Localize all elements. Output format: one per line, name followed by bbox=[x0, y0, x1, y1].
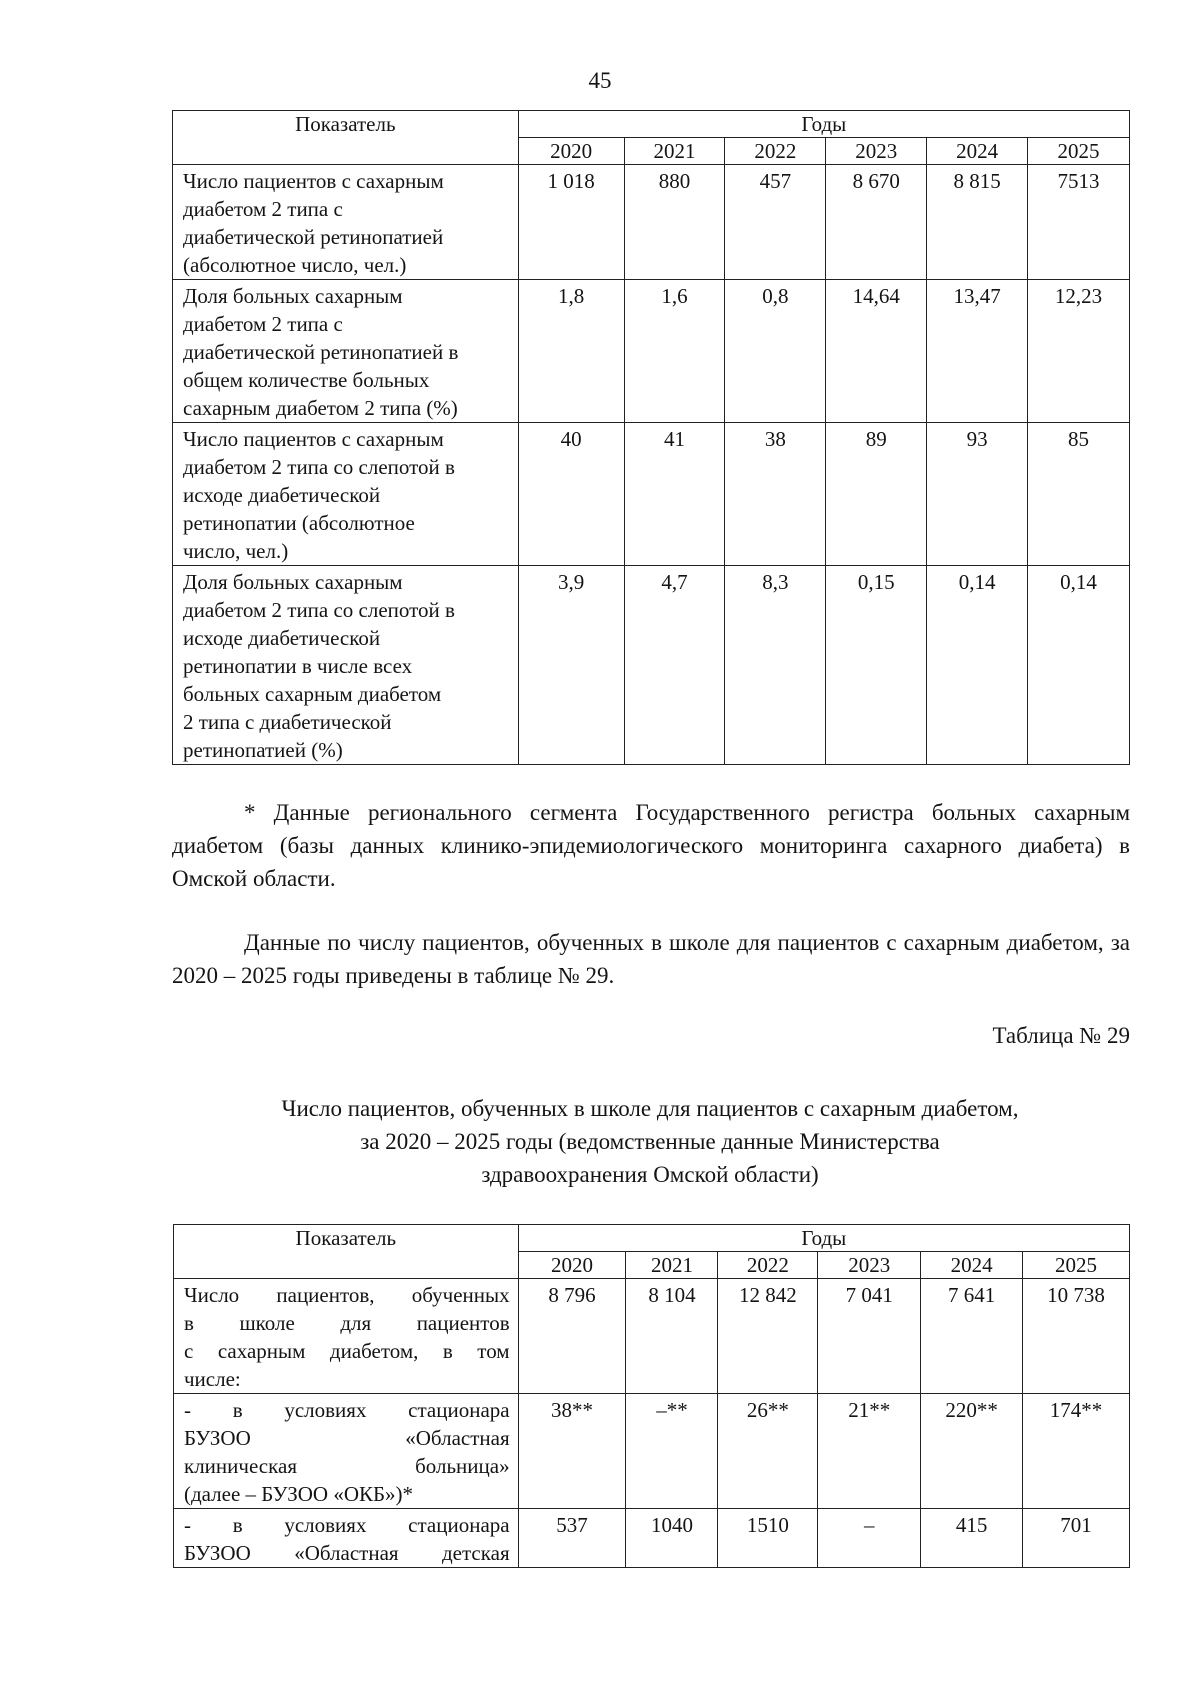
label-line: - в условиях стационара bbox=[184, 1513, 510, 1537]
header-year: 2023 bbox=[826, 138, 927, 165]
table-header-row bbox=[174, 1225, 1130, 1252]
label-line: ретинопатии (абсолютное bbox=[183, 511, 415, 535]
label-line: с сахарным диабетом, в том bbox=[184, 1339, 510, 1363]
table-row bbox=[174, 1279, 1130, 1394]
value-cell: 4,7 bbox=[624, 566, 725, 765]
value-cell: 10 738 bbox=[1023, 1279, 1130, 1394]
label-line: Доля больных сахарным bbox=[183, 570, 403, 594]
label-line: в школе для пациентов bbox=[184, 1311, 510, 1335]
row-label bbox=[174, 1279, 519, 1394]
header-year: 2025 bbox=[1023, 1252, 1130, 1279]
value-cell: 3,9 bbox=[518, 566, 624, 765]
value-cell: 21** bbox=[818, 1394, 921, 1509]
table-row bbox=[173, 566, 1130, 765]
table-diabetes-school bbox=[173, 1224, 1130, 1568]
label-line: общем количестве больных bbox=[183, 368, 430, 392]
header-indicator: Показатель bbox=[174, 1225, 519, 1279]
row-label bbox=[173, 165, 519, 280]
header-indicator: Показатель bbox=[173, 111, 519, 165]
table-header-row bbox=[173, 111, 1130, 138]
footnote: * Данные регионального сегмента Государственного регистра больных сахарным диабетом (базы данных клинико-эпидемиологического мониторинга сахарного диабета) в Омской области. bbox=[172, 800, 1130, 891]
value-cell: 8 104 bbox=[626, 1279, 718, 1394]
row-label bbox=[173, 280, 519, 423]
header-year: 2020 bbox=[518, 138, 624, 165]
table-title-line: Число пациентов, обученных в школе для пациентов с сахарным диабетом, bbox=[281, 1096, 1019, 1121]
row-label bbox=[173, 566, 519, 765]
header-years: Годы bbox=[518, 111, 1129, 138]
page-number: 45 bbox=[588, 68, 612, 93]
table-row bbox=[173, 280, 1130, 423]
value-cell: 40 bbox=[518, 423, 624, 566]
value-cell: 0,14 bbox=[927, 566, 1028, 765]
value-cell: 38** bbox=[518, 1394, 626, 1509]
label-line: больных сахарным диабетом bbox=[183, 682, 442, 706]
value-cell: 8 815 bbox=[927, 165, 1028, 280]
label-line: диабетом 2 типа со слепотой в bbox=[183, 598, 455, 622]
table-row bbox=[174, 1394, 1130, 1509]
value-cell: 701 bbox=[1023, 1509, 1130, 1568]
value-cell: 13,47 bbox=[927, 280, 1028, 423]
value-cell: 85 bbox=[1028, 423, 1130, 566]
label-line: диабетом 2 типа с bbox=[183, 197, 343, 221]
header-year: 2024 bbox=[921, 1252, 1023, 1279]
value-cell: 415 bbox=[921, 1509, 1023, 1568]
value-cell: 7 641 bbox=[921, 1279, 1023, 1394]
label-line: диабетом 2 типа с bbox=[183, 312, 343, 336]
label-line: 2 типа с диабетической bbox=[183, 710, 392, 734]
value-cell: 174** bbox=[1023, 1394, 1130, 1509]
header-year: 2021 bbox=[624, 138, 725, 165]
value-cell: 1 018 bbox=[518, 165, 624, 280]
value-cell: 1510 bbox=[718, 1509, 818, 1568]
value-cell: 1,8 bbox=[518, 280, 624, 423]
table-row bbox=[173, 165, 1130, 280]
label-line: ретинопатии в числе всех bbox=[183, 654, 413, 678]
label-line: БУЗОО «Областная bbox=[184, 1426, 510, 1450]
value-cell: 8,3 bbox=[725, 566, 826, 765]
label-line: диабетической ретинопатией bbox=[183, 225, 444, 249]
value-cell: 12,23 bbox=[1028, 280, 1130, 423]
value-cell: 1,6 bbox=[624, 280, 725, 423]
value-cell: 26** bbox=[718, 1394, 818, 1509]
value-cell: 8 670 bbox=[826, 165, 927, 280]
header-year: 2022 bbox=[718, 1252, 818, 1279]
row-label bbox=[173, 423, 519, 566]
label-line: число, чел.) bbox=[183, 539, 289, 563]
header-years: Годы bbox=[518, 1225, 1129, 1252]
label-line: сахарным диабетом 2 типа (%) bbox=[183, 396, 458, 420]
table-title bbox=[150, 1092, 1150, 1191]
header-year: 2021 bbox=[626, 1252, 718, 1279]
value-cell: 537 bbox=[518, 1509, 626, 1568]
value-cell: 0,8 bbox=[725, 280, 826, 423]
value-cell: 41 bbox=[624, 423, 725, 566]
value-cell: 7 041 bbox=[818, 1279, 921, 1394]
value-cell: 1040 bbox=[626, 1509, 718, 1568]
label-line: - в условиях стационара bbox=[184, 1398, 510, 1422]
label-line: Доля больных сахарным bbox=[183, 284, 403, 308]
value-cell: 93 bbox=[927, 423, 1028, 566]
value-cell: 0,15 bbox=[826, 566, 927, 765]
label-line: Число пациентов, обученных bbox=[184, 1283, 510, 1307]
label-line: БУЗОО «Областная детская bbox=[184, 1541, 510, 1565]
label-line: исходе диабетической bbox=[183, 626, 381, 650]
value-cell: 7513 bbox=[1028, 165, 1130, 280]
value-cell: 880 bbox=[624, 165, 725, 280]
table-diabetic-retinopathy bbox=[172, 110, 1130, 765]
paragraph: Данные по числу пациентов, обученных в школе для пациентов с сахарным диабетом, за 2020 – 2025 годы приведены в таблице № 29. bbox=[172, 930, 1130, 988]
value-cell: 220** bbox=[921, 1394, 1023, 1509]
label-line: клиническая больница» bbox=[184, 1454, 510, 1478]
label-line: числе: bbox=[184, 1367, 241, 1391]
header-year: 2023 bbox=[818, 1252, 921, 1279]
label-line: диабетом 2 типа со слепотой в bbox=[183, 455, 455, 479]
table-number: Таблица № 29 bbox=[992, 1023, 1130, 1048]
value-cell: 0,14 bbox=[1028, 566, 1130, 765]
header-year: 2025 bbox=[1028, 138, 1130, 165]
table-title-line: здравоохранения Омской области) bbox=[481, 1162, 819, 1187]
value-cell: 457 bbox=[725, 165, 826, 280]
label-line: ретинопатией (%) bbox=[183, 738, 343, 762]
row-label bbox=[174, 1394, 519, 1509]
value-cell: –** bbox=[626, 1394, 718, 1509]
header-year: 2022 bbox=[725, 138, 826, 165]
label-line: (далее – БУЗОО «ОКБ»)* bbox=[184, 1482, 414, 1506]
header-year: 2020 bbox=[518, 1252, 626, 1279]
header-year: 2024 bbox=[927, 138, 1028, 165]
label-line: (абсолютное число, чел.) bbox=[183, 253, 407, 277]
label-line: диабетической ретинопатией в bbox=[183, 340, 459, 364]
value-cell: 14,64 bbox=[826, 280, 927, 423]
table-row bbox=[173, 423, 1130, 566]
value-cell: 8 796 bbox=[518, 1279, 626, 1394]
table-title-line: за 2020 – 2025 годы (ведомственные данные Министерства bbox=[360, 1129, 940, 1154]
label-line: Число пациентов с сахарным bbox=[183, 427, 444, 451]
value-cell: 12 842 bbox=[718, 1279, 818, 1394]
label-line: исходе диабетической bbox=[183, 483, 381, 507]
value-cell: 89 bbox=[826, 423, 927, 566]
row-label bbox=[174, 1509, 519, 1568]
table-row bbox=[174, 1509, 1130, 1568]
value-cell: – bbox=[818, 1509, 921, 1568]
value-cell: 38 bbox=[725, 423, 826, 566]
label-line: Число пациентов с сахарным bbox=[183, 169, 444, 193]
